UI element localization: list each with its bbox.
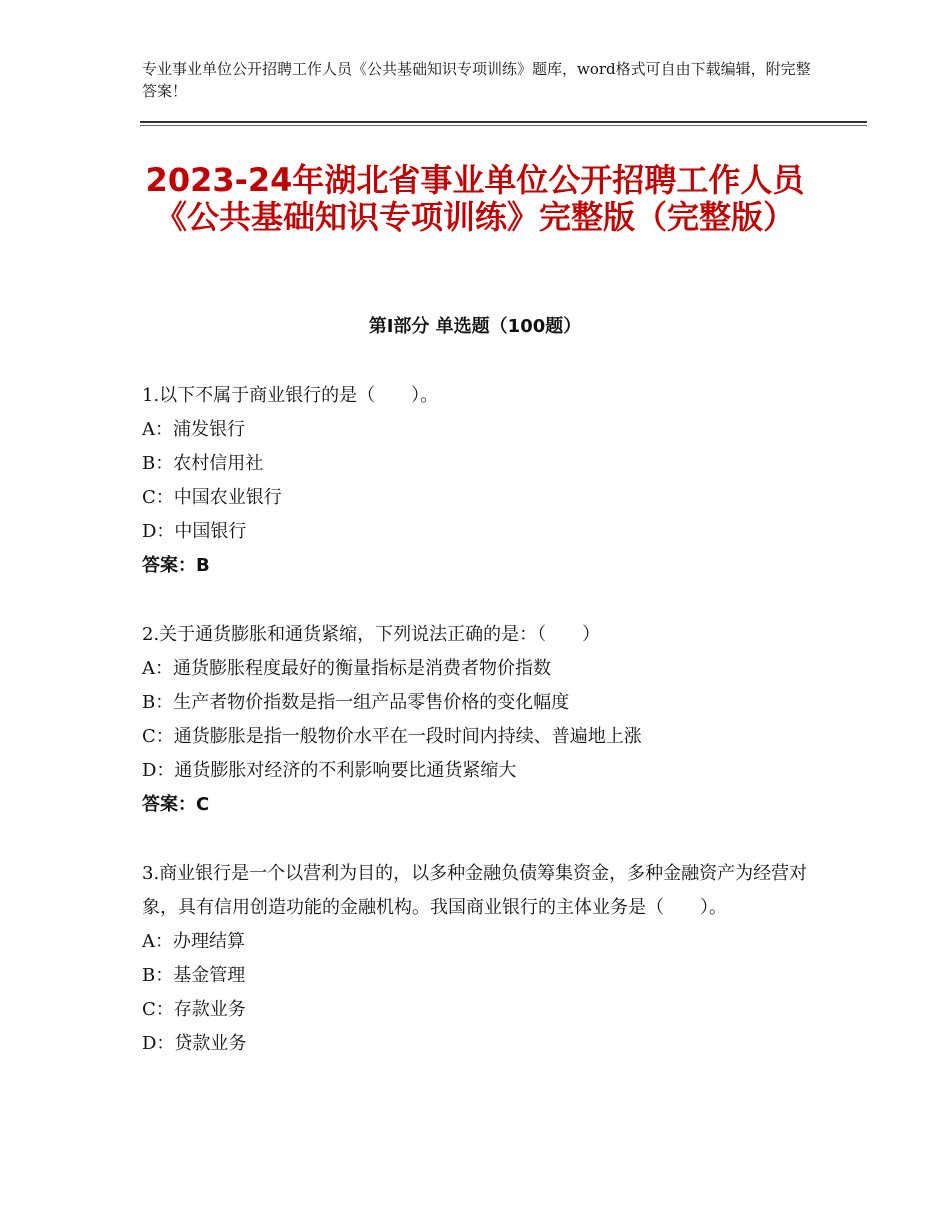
question-stem: 3.商业银行是一个以营利为目的，以多种金融负债筹集资金，多种金融资产为经营对象，具有信用创造功能的金融机构。我国商业银行的主体业务是（ ）。: [142, 863, 808, 918]
question-stem: 1.以下不属于商业银行的是（ ）。: [142, 385, 439, 406]
question-option-a: A：办理结算: [142, 931, 245, 952]
question-option-d: D：通货膨胀对经济的不利影响要比通货紧缩大: [142, 760, 517, 781]
question-option-b: B：基金管理: [142, 965, 246, 986]
question-option-c: C：通货膨胀是指一般物价水平在一段时间内持续、普遍地上涨: [142, 726, 642, 747]
question-option-c: C：存款业务: [142, 999, 246, 1020]
header-divider-thin: [140, 125, 867, 126]
question-option-d: D：中国银行: [142, 521, 247, 542]
question-option-a: A：通货膨胀程度最好的衡量指标是消费者物价指数: [142, 658, 551, 679]
question-stem: 2.关于通货膨胀和通货紧缩，下列说法正确的是：（ ）: [142, 624, 601, 645]
question-1: [142, 379, 812, 583]
question-answer: 答案：B: [142, 555, 210, 576]
question-answer: 答案：C: [142, 794, 210, 815]
document-title: 2023-24年湖北省事业单位公开招聘工作人员《公共基础知识专项训练》完整版（完整版）: [145, 161, 805, 236]
question-option-a: A：浦发银行: [142, 419, 245, 440]
question-option-d: D：贷款业务: [142, 1033, 247, 1054]
question-2: [142, 618, 812, 822]
question-option-c: C：中国农业银行: [142, 487, 282, 508]
question-option-b: B：农村信用社: [142, 453, 264, 474]
section-title: 第Ⅰ部分 单选题（100题）: [368, 316, 582, 337]
question-option-b: B：生产者物价指数是指一组产品零售价格的变化幅度: [142, 692, 570, 713]
header-note: 专业事业单位公开招聘工作人员《公共基础知识专项训练》题库，word格式可自由下载编辑，附完整答案！: [142, 60, 811, 100]
question-3: [142, 857, 812, 1061]
header-divider-thick: [140, 121, 867, 123]
